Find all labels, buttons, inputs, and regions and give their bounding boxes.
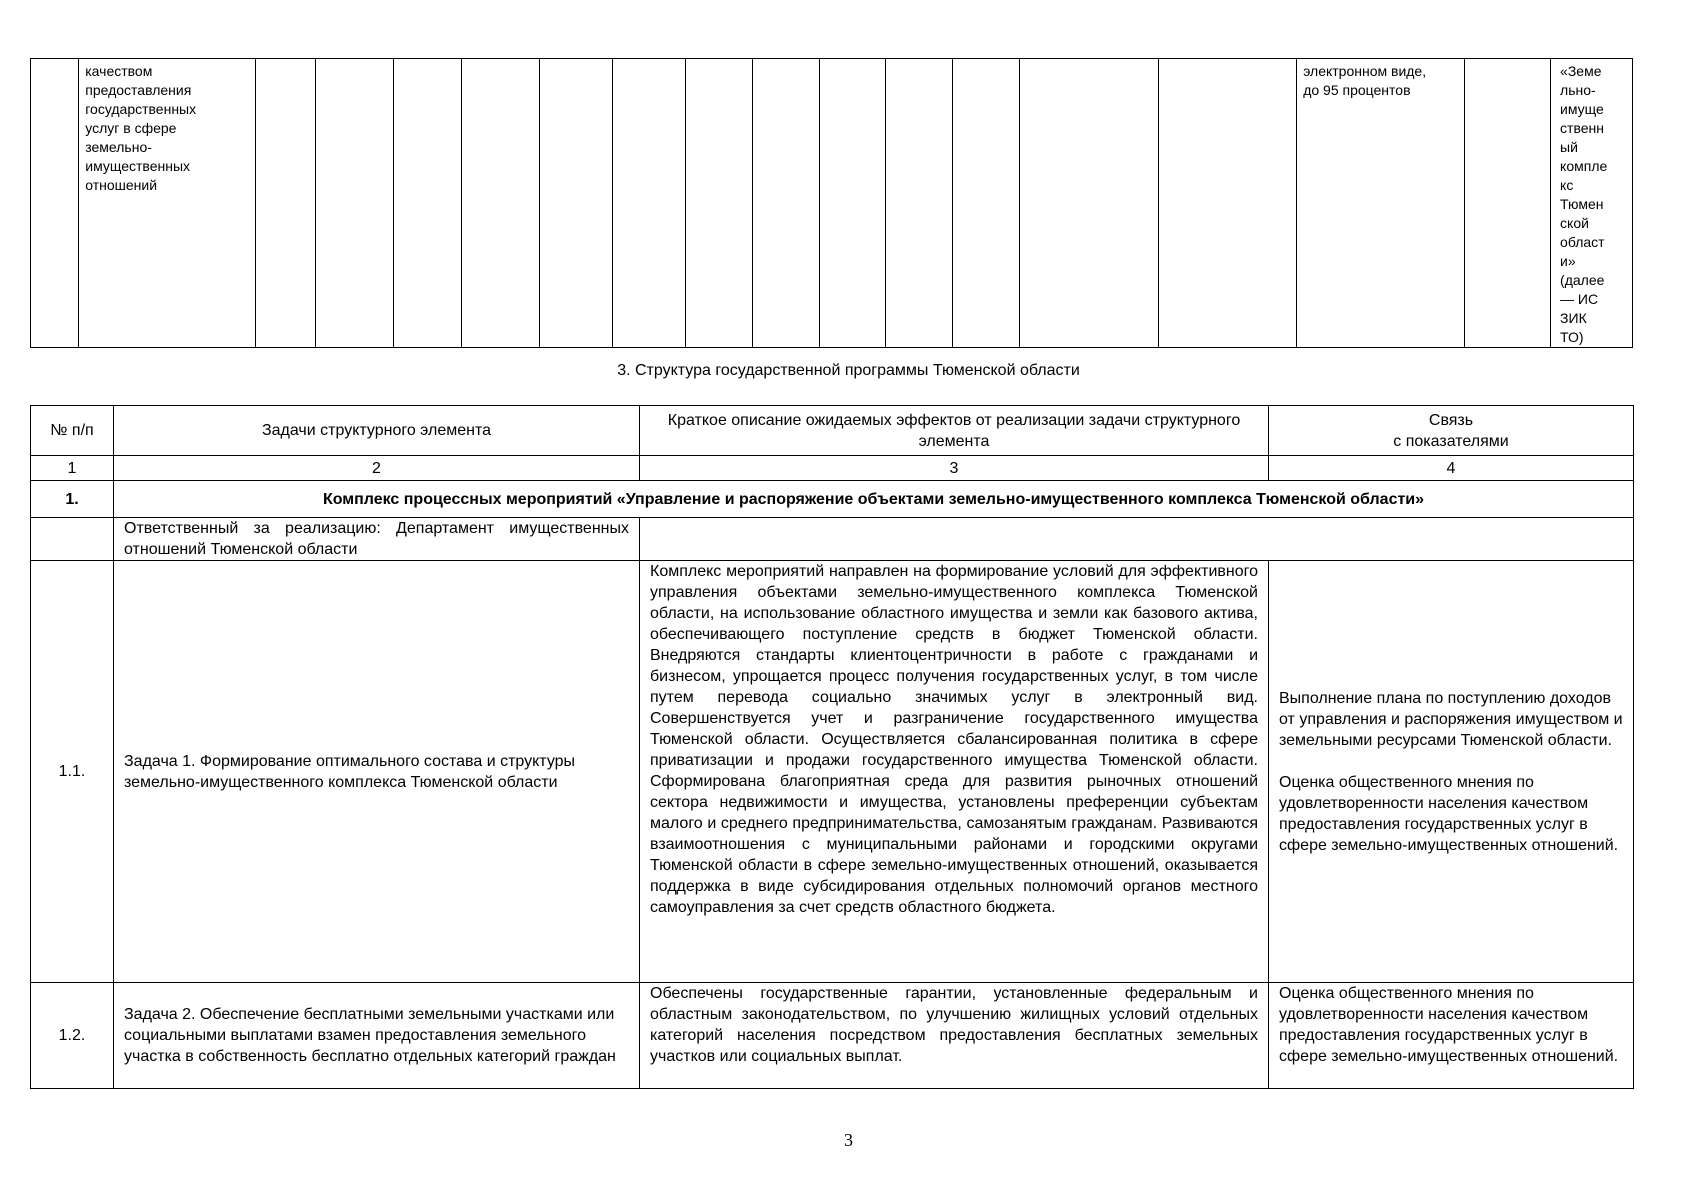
complex-num: 1. — [31, 481, 114, 518]
structure-table — [30, 405, 1634, 1089]
table-cell — [953, 59, 1020, 348]
column-number: 3 — [640, 456, 1269, 481]
table-row — [31, 59, 1633, 348]
table-cell — [613, 59, 685, 348]
table-cell — [1297, 59, 1465, 348]
table-cell — [1158, 59, 1296, 348]
responsible-row — [31, 518, 1634, 561]
table-cell — [1020, 59, 1158, 348]
table-cell — [1551, 59, 1633, 348]
responsible-text: Ответственный за реализацию: Департамент имущественных отношений Тюменской области — [114, 518, 640, 561]
complex-title: Комплекс процессных мероприятий «Управление и распоряжение объектами земельно-имущественного комплекса Тюменской области» — [114, 481, 1634, 518]
table-cell — [640, 518, 1634, 561]
target-value-text: электронном виде, до 95 процентов — [1303, 63, 1427, 98]
task-text: Задача 1. Формирование оптимального состава и структуры земельно-имущественного комплекса Тюменской области — [114, 561, 640, 983]
header-tasks: Задачи структурного элемента — [114, 406, 640, 456]
table-cell — [31, 59, 79, 348]
header-effects: Краткое описание ожидаемых эффектов от реализации задачи структурного элемента — [640, 406, 1269, 456]
column-number-row — [31, 456, 1634, 481]
table-cell — [31, 518, 114, 561]
table-cell — [1465, 59, 1551, 348]
indicator-name-text: качеством предоставления государственных услуг в сфере земельно- имущественных отношений — [85, 63, 197, 193]
table-cell — [79, 59, 255, 348]
effect-text: Обеспечены государственные гарантии, установленные федеральным и областным законодательством, по улучшению жилищных условий отдельных категорий населения посредством предоставления бесплатных земельных участков или социальных выплат. — [640, 983, 1269, 1089]
row-num: 1.1. — [31, 561, 114, 983]
section-title: 3. Структура государственной программы Тюменской области — [617, 362, 1080, 379]
page-number: 3 — [844, 1130, 853, 1150]
table-cell — [255, 59, 316, 348]
table-cell — [393, 59, 461, 348]
effect-text: Комплекс мероприятий направлен на формирование условий для эффективного управления объектами земельно-имущественного комплекса Тюменской области, на использование областного имущества и земли как базового актива, обеспечивающего поступление средств в бюджет Тюменской области. Внедряются стандарты клиентоцентричности в работе с гражданами и бизнесом, упрощается процесс получения государственных услуг, в том числе путем перевода социально значимых услуг в электронный вид. Совершенствуется учет и разграничение государственного имущества Тюменской области. Осуществляется сбалансированная политика в сфере приватизации и продажи государственного имущества Тюменской области. Сформирована благоприятная среда для развития рыночных отношений сектора недвижимости и имущества, установлены преференции субъектам малого и среднего предпринимательства, самозанятым гражданам. Развиваются взаимоотношения с муниципальными районами и городскими округами Тюменской области в сфере земельно-имущественных отношений, оказывается поддержка в виде субсидирования отдельных полномочий органов местного самоуправления за счет средств областного бюджета. — [640, 561, 1269, 983]
header-num: № п/п — [31, 406, 114, 456]
link-text: Выполнение плана по поступлению доходов от управления и распоряжения имуществом и земельными ресурсами Тюменской области. Оценка общественного мнения по удовлетворенности населения качеством предоставления государственных услуг в сфере земельно-имущественных отношений. — [1269, 561, 1634, 983]
column-number: 2 — [114, 456, 640, 481]
header-link: Связь с показателями — [1269, 406, 1634, 456]
column-number: 1 — [31, 456, 114, 481]
table-row — [31, 561, 1634, 983]
info-system-text: «Земе льно- имуще ственн ый компле кс Тюмен ской област и» (далее — ИС ЗИК ТО) — [1560, 63, 1608, 345]
table-cell — [539, 59, 612, 348]
table-cell — [819, 59, 885, 348]
table-cell — [752, 59, 819, 348]
table-cell — [685, 59, 752, 348]
header-row — [31, 406, 1634, 456]
table-cell — [885, 59, 952, 348]
row-num: 1.2. — [31, 983, 114, 1089]
link-text: Оценка общественного мнения по удовлетворенности населения качеством предоставления государственных услуг в сфере земельно-имущественных отношений. — [1269, 983, 1634, 1089]
table-cell — [316, 59, 394, 348]
table-cell — [462, 59, 540, 348]
complex-row — [31, 481, 1634, 518]
table-row — [31, 983, 1634, 1089]
column-number: 4 — [1269, 456, 1634, 481]
task-text: Задача 2. Обеспечение бесплатными земельными участками или социальными выплатами взамен предоставления земельного участка в собственность бесплатно отдельных категорий граждан — [114, 983, 640, 1089]
continuation-table — [30, 58, 1633, 348]
